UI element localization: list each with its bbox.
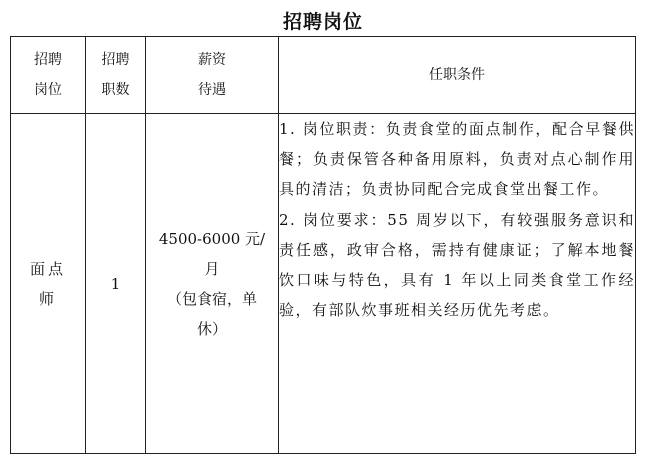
page-title: 招聘岗位	[282, 11, 363, 33]
cell-count: 1	[86, 114, 146, 454]
header-count	[86, 37, 146, 114]
salary-line-2: 月	[204, 259, 220, 278]
header-salary-line-2: 待遇	[198, 82, 226, 98]
salary-line-4: 休）	[196, 319, 227, 338]
header-count-line-1: 招聘	[101, 52, 130, 68]
header-position	[11, 37, 86, 114]
recruitment-table	[10, 36, 636, 454]
header-position-line-1: 招聘	[34, 52, 62, 68]
salary-line-1: 4500-6000 元/	[158, 229, 266, 248]
header-position-line-2: 岗位	[34, 82, 62, 98]
cell-salary	[146, 114, 279, 454]
salary-line-3: （包食宿，单	[166, 289, 257, 308]
position-line-2: 师	[38, 289, 57, 308]
table-header-row	[11, 37, 636, 114]
cell-position	[11, 114, 86, 454]
header-requirements: 任职条件	[279, 37, 636, 114]
header-salary-line-1: 薪资	[198, 52, 226, 68]
header-salary	[146, 37, 279, 114]
table-row	[11, 114, 636, 454]
requirements-paragraph: 2. 岗位要求：55 周岁以下，有较强服务意识和责任感，政审合格，需持有健康证；了解本地餐饮口味与特色，具有 1 年以上同类食堂工作经验，有部队炊事班相关经历优先考虑。	[279, 210, 635, 320]
cell-requirements	[279, 114, 636, 454]
duties-paragraph: 1. 岗位职责：负责食堂的面点制作，配合早餐供餐；负责保管各种备用原料，负责对点心制作用具的清洁；负责协同配合完成食堂出餐工作。	[279, 120, 635, 199]
header-count-line-2: 职数	[101, 82, 130, 98]
position-line-1: 面点	[29, 259, 66, 278]
